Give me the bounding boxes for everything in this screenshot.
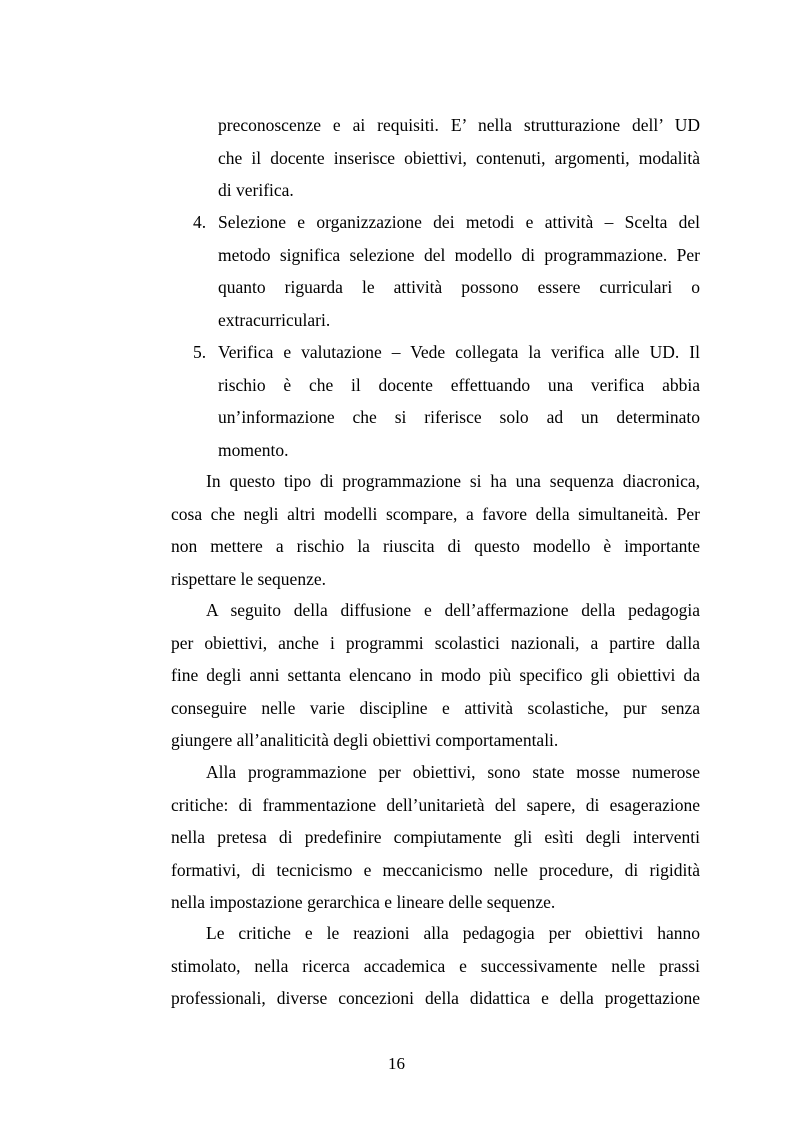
text-line: per obiettivi, anche i programmi scolastici nazionali, a partire dalla: [171, 632, 700, 653]
page-number: 16: [388, 1054, 405, 1073]
list-item-5: [171, 336, 700, 466]
text-line: A seguito della diffusione e dell’affermazione della pedagogia: [206, 600, 700, 620]
paragraph-2: [171, 594, 700, 757]
paragraph-1: [171, 465, 700, 595]
paragraph-4: [171, 917, 700, 1015]
text-line: non mettere a rischio la riuscita di questo modello è importante: [171, 536, 700, 556]
text-line: Le critiche e le reazioni alla pedagogia per obiettivi hanno: [206, 923, 700, 943]
text-line: extracurriculari.: [218, 309, 331, 330]
text-line: momento.: [218, 439, 289, 460]
text-line: Alla programmazione per obiettivi, sono state mosse numerose: [206, 762, 700, 782]
text-line: Verifica e valutazione – Vede collegata la verifica alle UD. Il: [218, 342, 700, 362]
text-line: fine degli anni settanta elencano in modo più specifico gli obiettivi da: [171, 665, 700, 685]
text-line: critiche: di frammentazione dell’unitarietà del sapere, di esagerazione: [171, 794, 700, 815]
text-line: di verifica.: [218, 180, 294, 200]
text-line: metodo significa selezione del modello di programmazione. Per: [218, 244, 700, 265]
text-line: conseguire nelle varie discipline e attività scolastiche, pur senza: [171, 697, 700, 718]
paragraph-3: [171, 756, 700, 919]
text-line: Selezione e organizzazione dei metodi e attività – Scelta del: [218, 212, 700, 232]
text-line: preconoscenze e ai requisiti. E’ nella strutturazione dell’ UD: [218, 115, 700, 135]
text-line: rispettare le sequenze.: [171, 568, 326, 589]
list-number: 5.: [193, 342, 207, 362]
list-item-4: [171, 206, 700, 336]
text-line: cosa che negli altri modelli scompare, a favore della simultaneità. Per: [171, 503, 700, 524]
text-line: che il docente inserisce obiettivi, contenuti, argomenti, modalità: [218, 147, 700, 168]
text-line: un’informazione che si riferisce solo ad un determinato: [218, 407, 700, 427]
text-line: rischio è che il docente effettuando una verifica abbia: [218, 374, 700, 395]
text-line: In questo tipo di programmazione si ha una sequenza diacronica,: [206, 471, 700, 491]
text-line: quanto riguarda le attività possono essere curriculari o: [218, 277, 700, 297]
text-line: formativi, di tecnicismo e meccanicismo nelle procedure, di rigidità: [171, 859, 700, 880]
continuation-text: [171, 109, 700, 207]
text-line: nella impostazione gerarchica e lineare delle sequenze.: [171, 892, 556, 912]
text-line: professionali, diverse concezioni della didattica e della progettazione: [171, 988, 700, 1008]
list-number: 4.: [193, 212, 207, 232]
text-line: nella pretesa di predefinire compiutamente gli esìti degli interventi: [171, 827, 700, 847]
text-line: giungere all’analiticità degli obiettivi comportamentali.: [171, 730, 559, 750]
text-line: stimolato, nella ricerca accademica e successivamente nelle prassi: [171, 955, 700, 976]
